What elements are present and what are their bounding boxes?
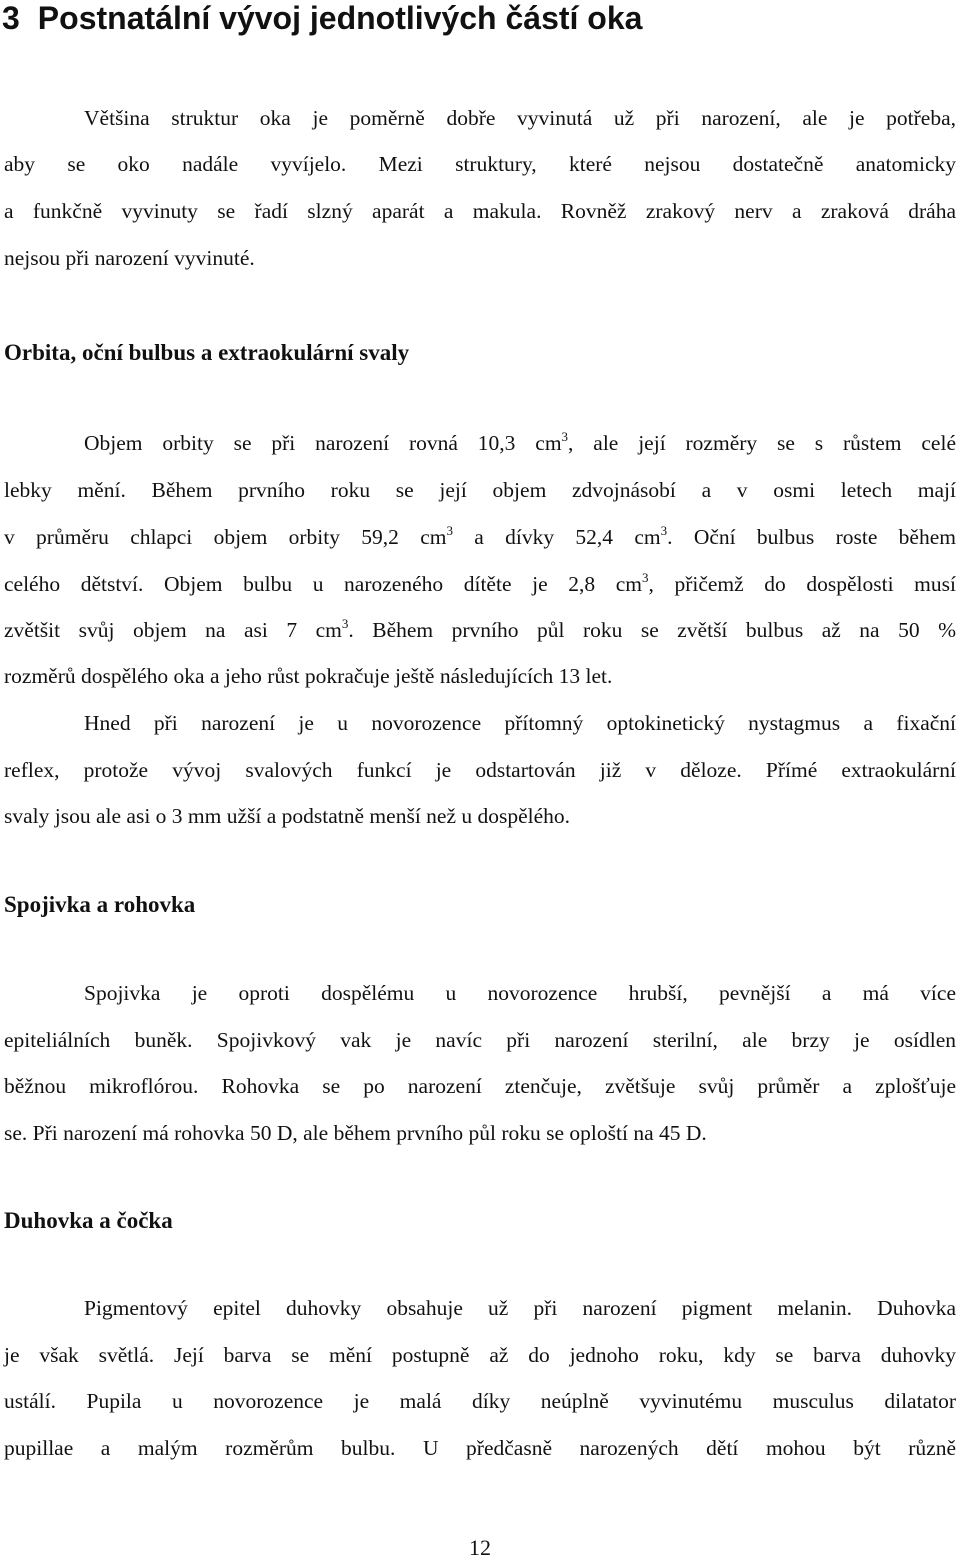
text-line: a funkčně vyvinuty se řadí slzný aparát a makula. Rovněž zrakový nerv a zraková dráha	[4, 199, 956, 223]
text-line: celého dětství. Objem bulbu u narozeného dítěte je 2,8 $cm^3$, přičemž do dospělosti musí	[4, 570, 956, 596]
chapter-title-text: Postnatální vývoj jednotlivých částí oka	[37, 0, 643, 36]
text-line: v průměru chlapci objem orbity 59,2 $cm^3$ a dívky 52,4 $cm^3$. Oční bulbus roste během	[4, 523, 956, 549]
text-line: epiteliálních buněk. Spojivkový vak je navíc při narození sterilní, ale brzy je osídlen	[4, 1028, 956, 1052]
section-heading-duhovka: Duhovka a čočka	[4, 1208, 173, 1233]
text-line: Pigmentový epitel duhovky obsahuje už při narození pigment melanin. Duhovka	[84, 1296, 956, 1320]
text-line: běžnou mikroflórou. Rohovka se po narození ztenčuje, zvětšuje svůj průměr a zplošťuje	[4, 1074, 956, 1098]
text-line: aby se oko nadále vyvíjelo. Mezi struktury, které nejsou dostatečně anatomicky	[4, 152, 956, 176]
section-heading-orbita: Orbita, oční bulbus a extraokulární svaly	[4, 340, 410, 365]
text-line: Většina struktur oka je poměrně dobře vyvinutá už při narození, ale je potřeba,	[84, 106, 956, 130]
text-line: Objem orbity se při narození rovná 10,3 $cm^3$, ale její rozměry se s růstem celé	[84, 429, 956, 455]
text-line: se. Při narození má rohovka 50 D, ale během prvního půl roku se oploští na 45 D.	[4, 1121, 707, 1145]
section-heading-spojivka: Spojivka a rohovka	[4, 892, 196, 917]
chapter-number: 3	[2, 0, 20, 36]
text-line: Spojivka je oproti dospělému u novorozence hrubší, pevnější a má více	[84, 981, 956, 1005]
text-line: lebky mění. Během prvního roku se její objem zdvojnásobí a v osmi letech mají	[4, 478, 956, 502]
chapter-title	[2, 0, 642, 36]
text-line: je však světlá. Její barva se mění postupně až do jednoho roku, kdy se barva duhovky	[4, 1343, 956, 1367]
text-line: pupillae a malým rozměrům bulbu. U předčasně narozených dětí mohou být různě	[4, 1436, 956, 1460]
text-line: nejsou při narození vyvinuté.	[4, 246, 255, 270]
text-line: reflex, protože vývoj svalových funkcí je odstartován již v děloze. Přímé extraokulární	[4, 758, 956, 782]
text-line: svaly jsou ale asi o 3 mm užší a podstatně menší než u dospělého.	[4, 804, 571, 828]
text-line: Hned při narození je u novorozence přítomný optokinetický nystagmus a fixační	[84, 711, 956, 735]
text-line: rozměrů dospělého oka a jeho růst pokračuje ještě následujících 13 let.	[4, 664, 613, 688]
text-line: ustálí. Pupila u novorozence je malá díky neúplně vyvinutému musculus dilatator	[4, 1389, 956, 1413]
text-line: zvětšit svůj objem na asi 7 $cm^3$. Během prvního půl roku se zvětší bulbus až na 50 %	[4, 616, 956, 642]
page-number: 12	[469, 1535, 491, 1560]
